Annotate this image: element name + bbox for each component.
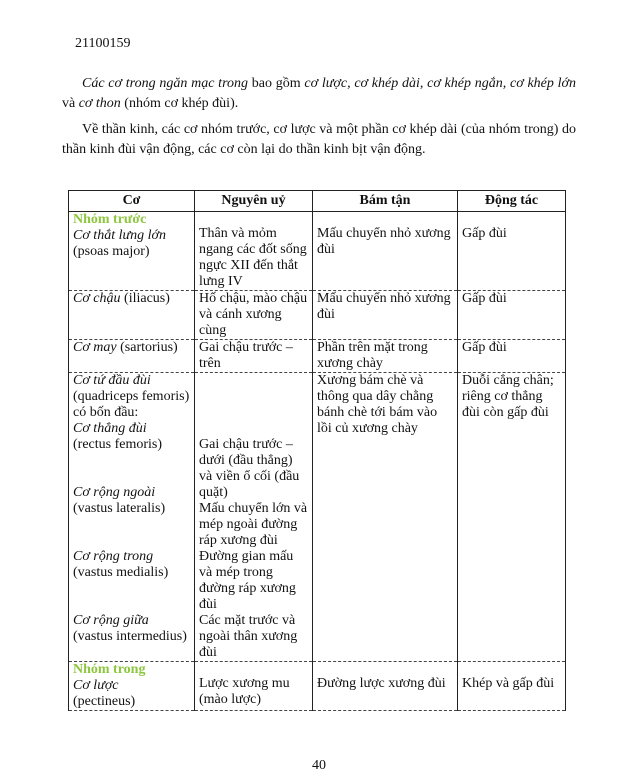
cell-muscle: [69, 291, 195, 340]
cell-action: Duỗi cẳng chân; riêng cơ thẳng đùi còn gấp đùi: [458, 373, 566, 662]
cell-insertion: [313, 662, 458, 711]
cell-insertion: [313, 212, 458, 291]
cell-origin: [195, 212, 313, 291]
muscle-name: Cơ chậu: [73, 291, 121, 306]
origin-text: Lược xương mu (mào lược): [199, 676, 290, 707]
table-row-pectineus: [69, 662, 566, 711]
cell-origin: Gai chậu trước – trên: [195, 340, 313, 373]
muscle-table: [68, 190, 566, 711]
origin-vastus-intermedius: Các mặt trước và ngoài thân xương đùi: [199, 613, 298, 660]
cell-insertion: Phần trên mặt trong xương chày: [313, 340, 458, 373]
cell-insertion: Xương bám chè và thông qua dây chằng bánh chè tới bám vào lồi củ xương chày: [313, 373, 458, 662]
cell-muscle: [69, 373, 195, 662]
head-name-rectus: Cơ thẳng đùi: [73, 421, 147, 436]
muscle-latin: (quadriceps femoris) có bốn đầu:: [73, 389, 190, 420]
head-latin-rectus: (rectus femoris): [73, 437, 163, 452]
table-row-sartorius: [69, 340, 566, 373]
header-action: Động tác: [458, 191, 566, 212]
cell-origin: [195, 662, 313, 711]
cell-muscle: [69, 340, 195, 373]
paragraph-innervation: Về thần kinh, các cơ nhóm trước, cơ lược và một phần cơ khép dài (của nhóm trong) do thần kinh đùi vận động, các cơ còn lại do thần kinh bịt vận động.: [62, 122, 576, 157]
cell-origin: [195, 373, 313, 662]
insertion-text: Mấu chuyển nhỏ xương đùi: [317, 226, 451, 257]
header-muscle: Cơ: [69, 191, 195, 212]
origin-vastus-lateralis: Mấu chuyển lớn và mép ngoài đường ráp xương đùi: [199, 501, 308, 548]
cell-action: Gấp đùi: [458, 291, 566, 340]
head-name-vastus-intermedius: Cơ rộng giữa: [73, 613, 149, 628]
document-id: 21100159: [75, 36, 131, 51]
header-origin: Nguyên uỷ: [195, 191, 313, 212]
text: (nhóm cơ khép đùi).: [120, 96, 239, 111]
table-header-row: [69, 191, 566, 212]
cell-muscle: [69, 662, 195, 711]
muscle-latin: (sartorius): [116, 340, 178, 355]
muscle-name: Cơ may: [73, 340, 117, 355]
group-label-inner: Nhóm trong: [73, 662, 146, 677]
head-latin-vastus-medialis: (vastus medialis): [73, 565, 169, 580]
group-label-front: Nhóm trước: [73, 212, 147, 227]
head-name-vastus-lateralis: Cơ rộng ngoài: [73, 485, 156, 500]
header-insertion: Bám tận: [313, 191, 458, 212]
cell-origin: Hố chậu, mào chậu và cánh xương cùng: [195, 291, 313, 340]
text-italic-compartment: Các cơ trong ngăn mạc trong: [82, 76, 249, 91]
action-text: Gấp đùi: [462, 226, 507, 241]
table-row-psoas: [69, 212, 566, 291]
paragraph-adductor-intro: [62, 74, 576, 114]
text-italic-gracilis: cơ thon: [78, 96, 121, 111]
head-latin-vastus-intermedius: (vastus intermedius): [73, 629, 187, 644]
origin-vastus-medialis: Đường gian mấu và mép trong đường ráp xương đùi: [199, 549, 296, 612]
origin-rectus: Gai chậu trước – dưới (đầu thẳng) và viền ổ cối (đầu quặt): [199, 437, 300, 500]
cell-action: [458, 662, 566, 711]
action-text: Khép và gấp đùi: [462, 676, 555, 691]
table-row-iliacus: [69, 291, 566, 340]
muscle-name: Cơ thắt lưng lớn: [73, 228, 166, 243]
head-name-vastus-medialis: Cơ rộng trong: [73, 549, 154, 564]
head-latin-vastus-lateralis: (vastus lateralis): [73, 501, 166, 516]
cell-muscle: [69, 212, 195, 291]
origin-text: Thân và mỏm ngang các đốt sống ngực XII đến thắt lưng IV: [199, 226, 307, 289]
insertion-text: Đường lược xương đùi: [317, 676, 446, 691]
table-row-quadriceps: [69, 373, 566, 662]
page-number: 40: [312, 758, 326, 773]
text: và: [62, 96, 79, 111]
muscle-latin: (psoas major): [73, 244, 150, 259]
muscle-name: Cơ lược: [73, 678, 119, 693]
cell-insertion: Mấu chuyển nhỏ xương đùi: [313, 291, 458, 340]
cell-action: [458, 212, 566, 291]
text-italic-muscles: cơ lược, cơ khép dài, cơ khép ngắn, cơ khép lớn: [304, 76, 576, 91]
cell-action: Gấp đùi: [458, 340, 566, 373]
muscle-latin: (pectineus): [73, 694, 136, 709]
text: bao gồm: [248, 76, 305, 91]
muscle-name: Cơ tứ đầu đùi: [73, 373, 151, 388]
muscle-latin: (iliacus): [120, 291, 170, 306]
